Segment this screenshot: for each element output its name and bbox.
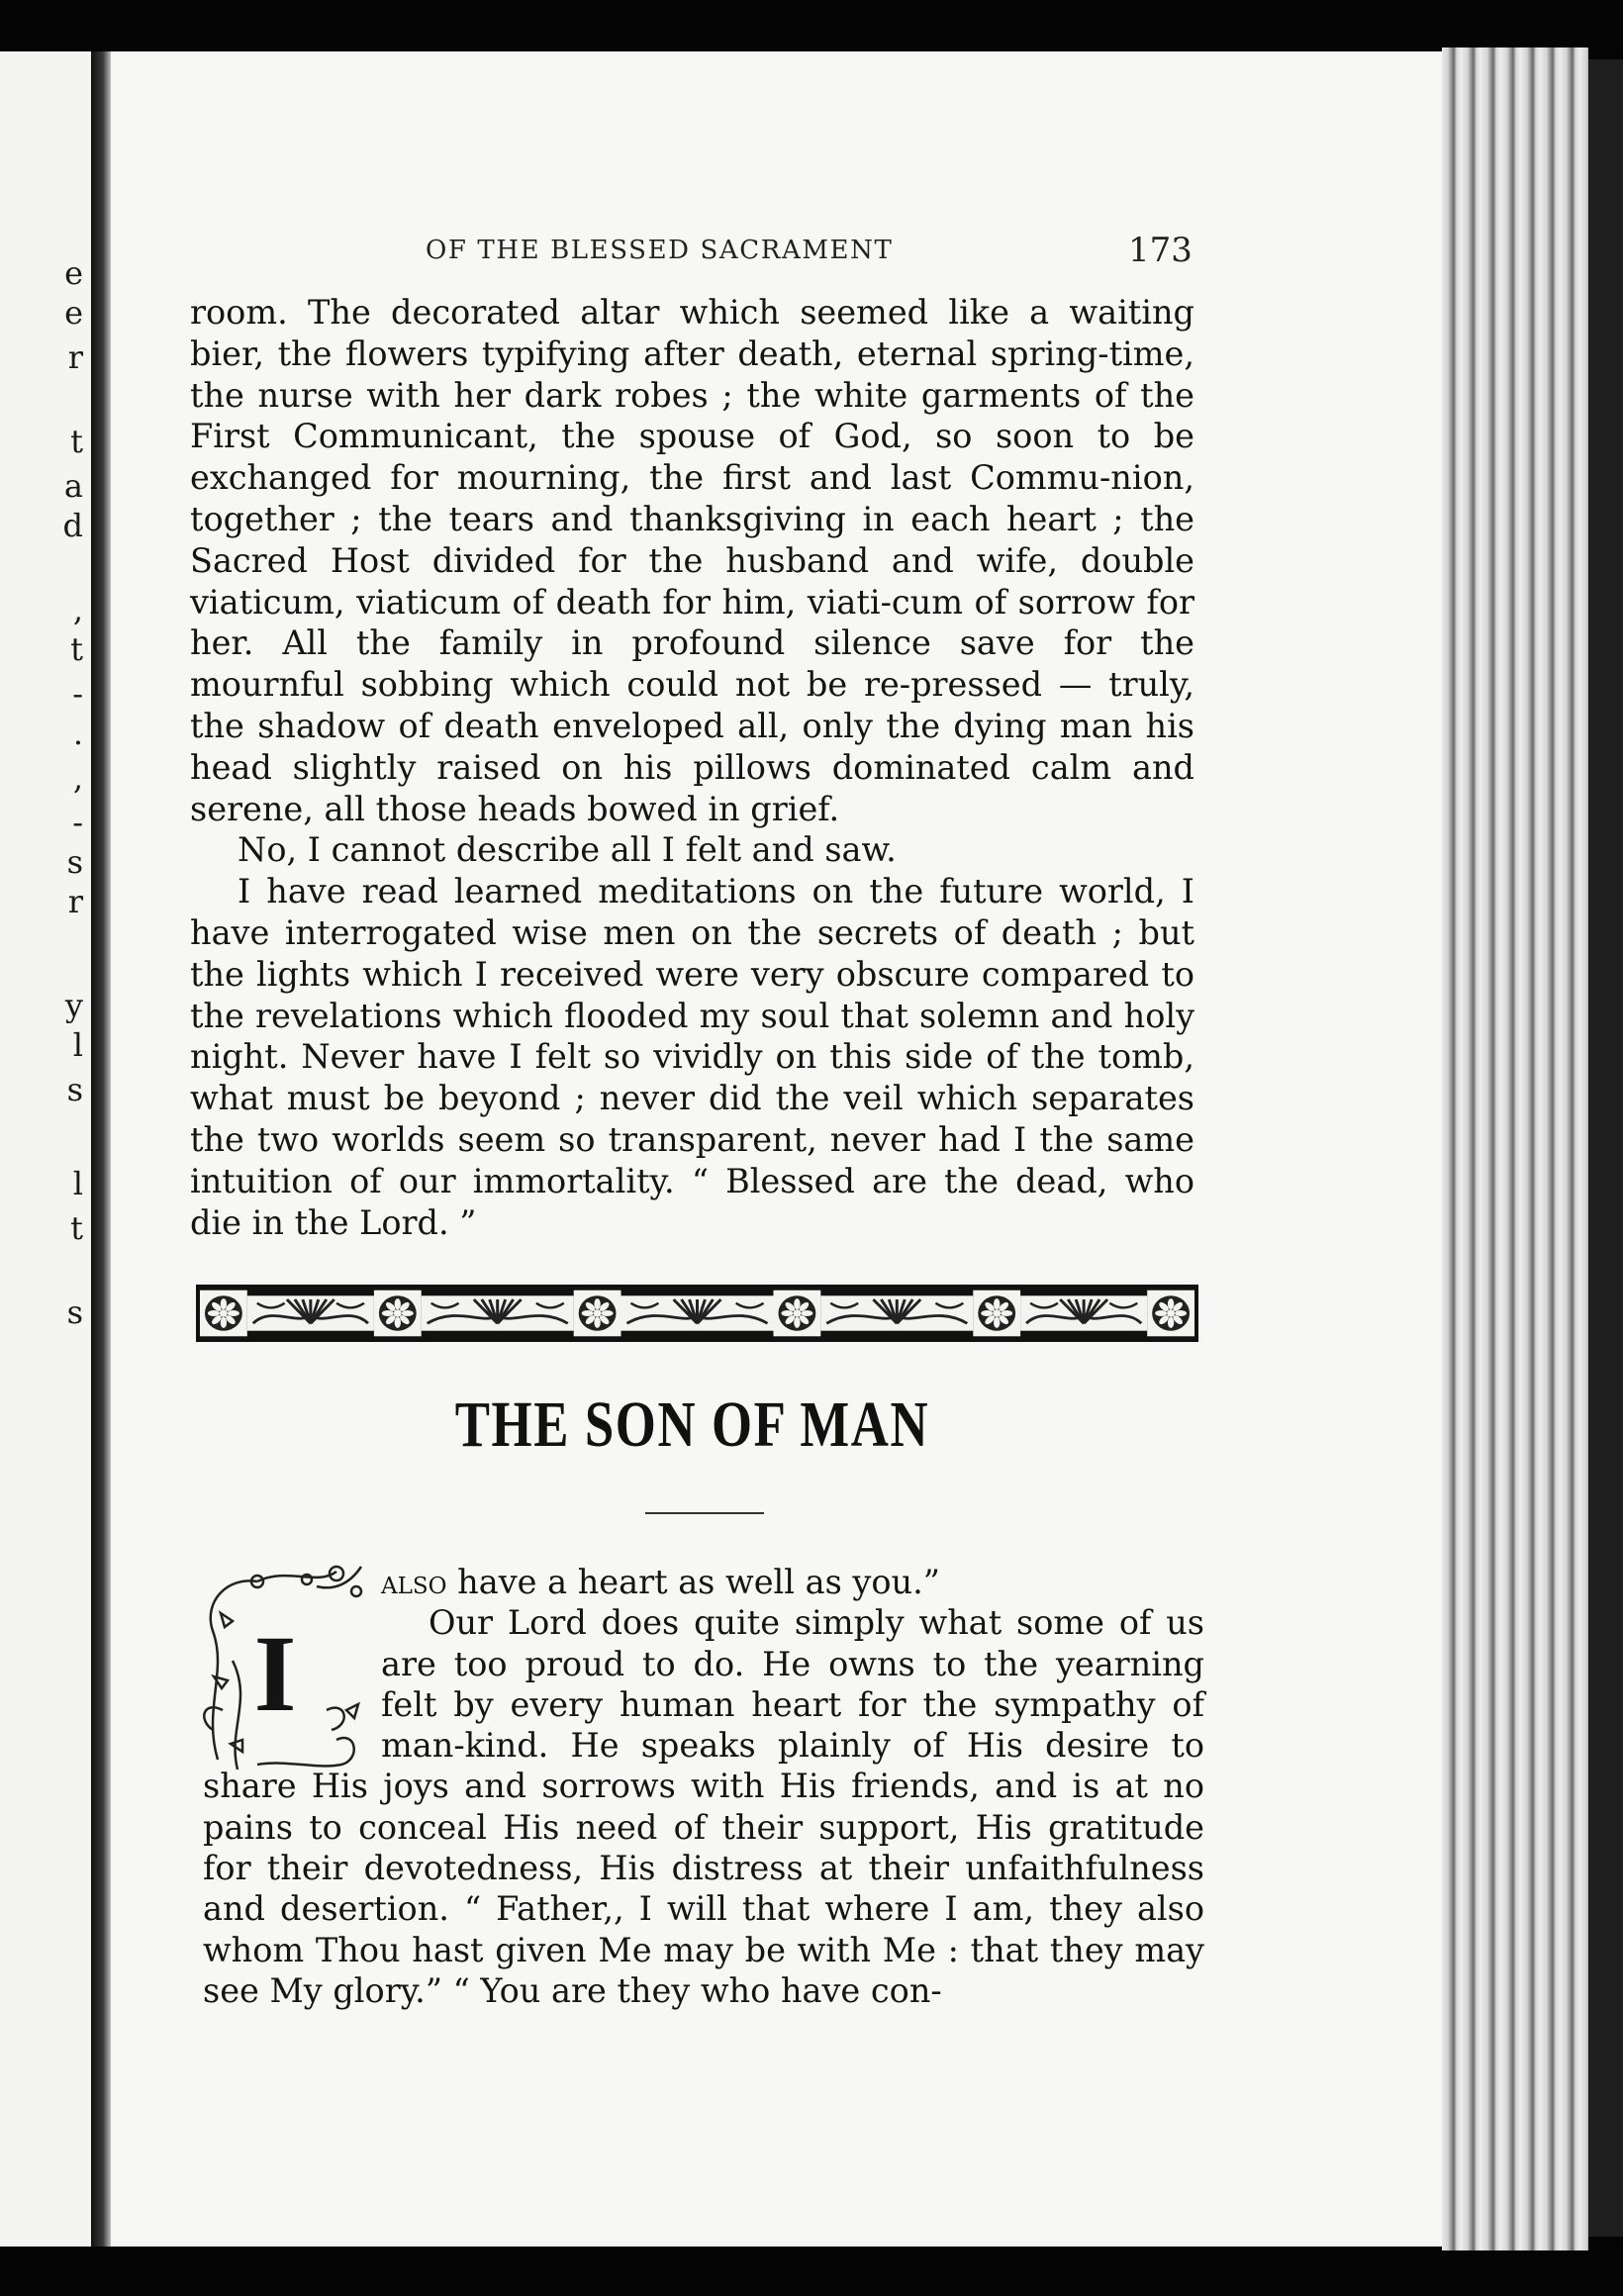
paragraph: room. The decorated altar which seemed like a waiting bier, the flowers typifying after death, eternal spring-time, the nurse with her dark robes ; the white garments of the First Communicant, the spouse of God, so soon to be exchanged for mourning, the first and last Commu-nion, together ; the tears and thanksgiving in each heart ; the Sacred Host divided for the husband and wife, double viaticum, viaticum of death for him, viati-cum of sorrow for her. All the family in profound silence save for the mournful sobbing which could not be re-pressed — truly, the shadow of death enveloped all, only the dying man his head slightly raised on his pillows dominated calm and serene, all those heads bowed in grief. xyxy=(190,293,1194,828)
facing-page-fragment: d xyxy=(62,507,83,544)
page-number: 173 xyxy=(1128,231,1193,270)
facing-page-fragment: , xyxy=(72,759,83,797)
facing-page-fragment: r xyxy=(67,883,83,920)
decorative-border-ornament xyxy=(196,1285,1198,1342)
facing-page-fragment: r xyxy=(67,338,83,376)
facing-page-fragment: t xyxy=(70,1209,83,1247)
facing-page-fragment: t xyxy=(70,630,83,668)
paragraph: No, I cannot describe all I felt and saw. xyxy=(238,830,897,870)
facing-page-fragment: s xyxy=(66,843,83,881)
paragraph: I have read learned meditations on the future world, I have interrogated wise men on the secrets of death ; but the lights which I received were very obscure compared to the revelations which flooded my soul that solemn and holy night. Never have I felt so vividly on this side of the tomb, what must be beyond ; never did the veil which separates the two worlds seem so transparent, never had I the same intuition of our immortality. “ Blessed are the dead, who die in the Lord. ” xyxy=(190,872,1194,1242)
facing-page-fragment: s xyxy=(66,1293,83,1331)
facing-page-edge xyxy=(0,51,94,2247)
facing-page-fragment: - xyxy=(72,675,83,713)
drop-cap-letter: I xyxy=(253,1613,297,1734)
opening-smallcaps: also xyxy=(381,1563,447,1601)
section-title: THE SON OF MAN xyxy=(454,1388,930,1461)
opening-rest: have a heart as well as you.” xyxy=(446,1563,940,1601)
facing-page-fragment: y xyxy=(64,987,83,1024)
book-gutter xyxy=(91,51,111,2247)
paragraph: Our Lord does quite simply what some of us are too proud to do. He owns to the yearning felt by every human heart for the sympathy of man-kind. He speaks plainly of His desire to share His joys and sorrows with His friends, and is at no pains to conceal His need of their support, His gratitude for their devotedness, His distress at their unfaithfulness and desertion. “ Father,, I will that where I am, they also whom Thou hast given Me may be with Me : that they may see My glory.” “ You are they who have con- xyxy=(203,1603,1204,2010)
facing-page-fragment: l xyxy=(72,1026,83,1064)
page-edges xyxy=(1442,48,1588,2250)
facing-page-fragment: t xyxy=(70,423,83,460)
drop-cap-space xyxy=(203,1562,381,1765)
facing-page-fragment: a xyxy=(63,467,83,505)
running-head: OF THE BLESSED SACRAMENT xyxy=(426,236,894,265)
body-text-bottom xyxy=(203,1562,1204,2011)
facing-page-fragment: . xyxy=(72,715,83,752)
facing-page-fragment: e xyxy=(64,254,83,292)
title-rule xyxy=(645,1512,764,1514)
facing-page-fragment: , xyxy=(72,591,83,628)
facing-page-fragment: e xyxy=(64,294,83,332)
facing-page-fragment: s xyxy=(66,1071,83,1108)
facing-page-fragment: l xyxy=(72,1165,83,1202)
body-text-top xyxy=(190,292,1194,1243)
book-cover-shadow xyxy=(1588,59,1623,2237)
facing-page-fragment: - xyxy=(72,804,83,841)
